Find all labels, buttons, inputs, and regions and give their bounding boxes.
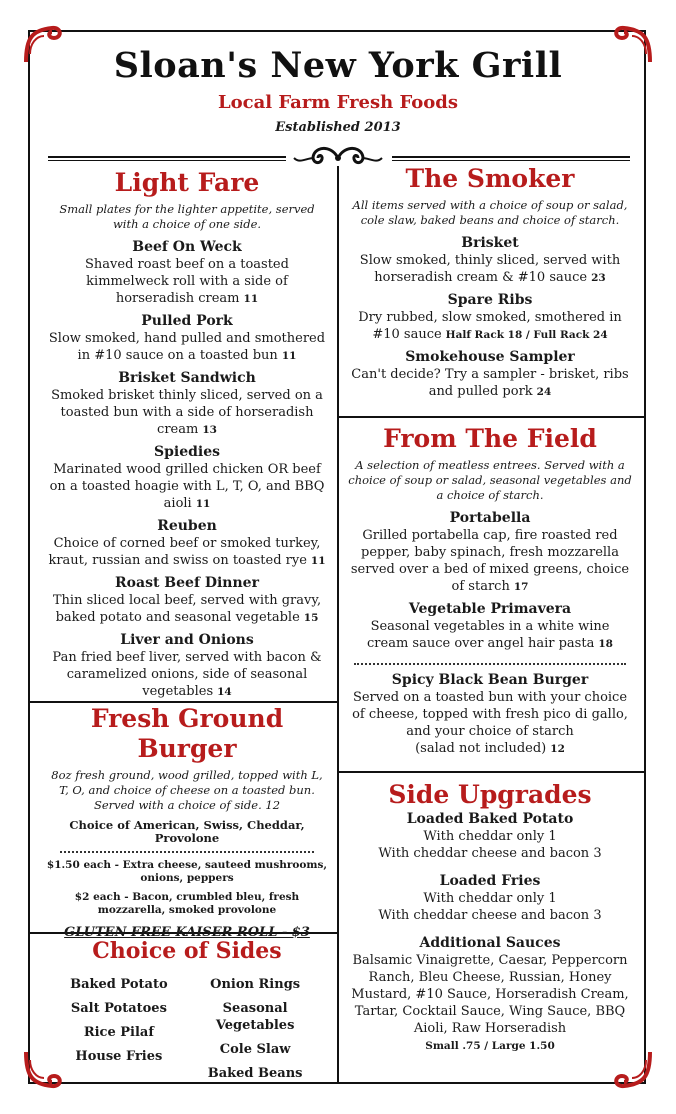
item-name: Reuben — [157, 518, 217, 534]
section-divider — [338, 416, 646, 418]
cheese-choices: Choice of American, Swiss, Cheddar, Provolone — [69, 818, 305, 845]
item-name: Loaded Baked Potato — [406, 811, 574, 827]
item-desc: Seasonal vegetables in a white wine cream sauce over angel hair pasta — [367, 619, 610, 651]
section-title: Fresh Ground — [90, 704, 284, 733]
item-name: Portabella — [449, 510, 531, 526]
section-title: Side Upgrades — [388, 780, 592, 809]
item-price: 11 — [195, 498, 211, 510]
item-desc: Slow smoked, hand pulled and smothered in #10 sauce on a toasted bun — [48, 331, 326, 363]
section-title: Light Fare — [114, 168, 260, 197]
item-price: Half Rack 18 / Full Rack 24 — [445, 329, 608, 341]
item-price: 11 — [310, 555, 326, 567]
restaurant-title: Sloan's New York Grill — [113, 45, 563, 86]
item-desc: Pan fried beef liver, served with bacon & caramelized onions, side of seasonal vegetables — [52, 650, 322, 699]
item-desc: Balsamic Vinaigrette, Caesar, Peppercorn Ranch, Bleu Cheese, Russian, Honey Mustard, #10 Sauce, Horseradish Cream, Tartar, Cocktail Sauce, Wing Sauce, BBQ Aioli, Raw Horseradish — [351, 953, 629, 1036]
side-item: Salt Potatoes — [70, 1001, 167, 1016]
item-desc: Dry rubbed, slow smoked, smothered in #10 sauce — [358, 310, 622, 342]
side-item: Baked Potato — [70, 977, 168, 992]
addon-text: $2 each - Bacon, crumbled bleu, fresh mozzarella, smoked provolone — [74, 891, 300, 916]
smoker-section — [342, 164, 638, 401]
menu-item — [348, 348, 632, 401]
item-desc: Thin sliced local beef, served with gravy, baked potato and seasonal vegetable — [52, 593, 322, 625]
item-desc: Can't decide? Try a sampler - brisket, ribs and pulled pork — [351, 367, 629, 399]
item-desc: Shaved roast beef on a toasted kimmelweck roll with a side of horseradish cream — [85, 257, 289, 306]
item-price: 13 — [202, 424, 217, 436]
item-price: 15 — [303, 612, 319, 624]
item-name: Spicy Black Bean Burger — [391, 672, 589, 688]
menu-item — [46, 574, 328, 627]
burger-section — [40, 704, 334, 940]
menu-item — [46, 238, 328, 308]
field-section — [342, 424, 638, 758]
item-desc: Marinated wood grilled chicken OR beef on a toasted hoagie with L, T, O, and BBQ aioli — [49, 462, 325, 511]
dotted-divider — [60, 851, 314, 853]
established-date: Established 2013 — [275, 120, 401, 135]
item-name: Pulled Pork — [141, 313, 233, 329]
side-item: Cole Slaw — [219, 1042, 291, 1057]
item-desc: Grilled portabella cap, fire roasted red pepper, baby spinach, fresh mozzarella served over a bed of mixed greens, choice of starch — [350, 528, 630, 594]
menu-item — [348, 671, 632, 758]
item-price: Small .75 / Large 1.50 — [425, 1040, 555, 1052]
section-intro: All items served with a choice of soup or salad, cole slaw, baked beans and choice of starch. — [352, 198, 628, 227]
item-name: Additional Sauces — [419, 935, 561, 951]
item-desc: With cheddar only 1 — [423, 891, 557, 906]
item-desc: With cheddar cheese and bacon 3 — [378, 846, 602, 861]
item-name: Spare Ribs — [447, 292, 533, 308]
divider — [48, 160, 286, 161]
item-name: Roast Beef Dinner — [115, 575, 259, 591]
item-desc: Served on a toasted bun with your choice of cheese, topped with fresh pico di gallo, and your choice of starch — [352, 690, 628, 739]
item-name: Liver and Onions — [120, 632, 254, 648]
divider — [48, 156, 286, 158]
menu-item — [46, 369, 328, 439]
item-name: Brisket Sandwich — [118, 370, 256, 386]
item-price: 24 — [536, 386, 552, 398]
item-desc: Choice of corned beef or smoked turkey, kraut, russian and swiss on toasted rye — [48, 536, 321, 568]
dotted-divider — [354, 663, 626, 665]
side-item: Baked Beans — [207, 1066, 303, 1081]
item-note: (salad not included) — [415, 741, 547, 756]
menu-item — [348, 600, 632, 653]
upgrades-section — [342, 780, 638, 1053]
gluten-free-note: GLUTEN FREE KAISER ROLL - $3 — [64, 925, 310, 940]
column-divider — [337, 166, 339, 1084]
section-intro: A selection of meatless entrees. Served with a choice of soup or salad, seasonal vegetables and a choice of starch. — [348, 458, 632, 502]
side-item: House Fries — [75, 1049, 163, 1064]
addon-text: $1.50 each - Extra cheese, sauteed mushrooms, onions, peppers — [46, 859, 328, 884]
menu-item — [348, 509, 632, 596]
item-price: 11 — [243, 293, 259, 305]
sides-section — [40, 936, 334, 1089]
menu-item — [46, 312, 328, 365]
section-title: Choice of Sides — [92, 938, 282, 964]
item-name: Spiedies — [153, 444, 221, 460]
section-divider — [30, 701, 338, 703]
sides-column — [192, 976, 318, 1089]
scroll-ornament-icon — [612, 1048, 654, 1090]
menu-item — [46, 517, 328, 570]
item-name: Brisket — [461, 235, 519, 251]
section-title: From The Field — [383, 424, 597, 453]
divider — [392, 156, 630, 158]
item-desc: With cheddar cheese and bacon 3 — [378, 908, 602, 923]
light-fare-section — [40, 168, 334, 701]
item-price: 11 — [281, 350, 297, 362]
item-price: 12 — [550, 743, 565, 755]
side-item: Seasonal Vegetables — [215, 1001, 295, 1033]
section-title: The Smoker — [405, 164, 575, 193]
side-item: Onion Rings — [210, 977, 301, 992]
item-name: Vegetable Primavera — [408, 601, 572, 617]
menu-item — [46, 631, 328, 701]
side-item: Rice Pilaf — [83, 1025, 154, 1040]
item-desc: With cheddar only 1 — [423, 829, 557, 844]
item-name: Beef On Weck — [132, 239, 242, 255]
item-name: Smokehouse Sampler — [405, 349, 575, 365]
section-intro: 8oz fresh ground, wood grilled, topped with L, T, O, and choice of cheese on a toasted bun. Served with a choice of side. 12 — [51, 768, 323, 812]
menu-item — [348, 234, 632, 287]
item-desc: Slow smoked, thinly sliced, served with horseradish cream & #10 sauce — [359, 253, 621, 285]
menu-item — [46, 443, 328, 513]
sides-column — [56, 976, 182, 1089]
section-intro: Small plates for the lighter appetite, served with a choice of one side. — [59, 202, 315, 231]
item-name: Loaded Fries — [439, 873, 541, 889]
item-desc: Smoked brisket thinly sliced, served on a toasted bun with a side of horseradish cream — [51, 388, 323, 437]
item-price: 14 — [217, 686, 232, 698]
section-title: Burger — [137, 734, 237, 763]
divider — [392, 160, 630, 161]
tagline: Local Farm Fresh Foods — [217, 92, 459, 113]
item-price: 23 — [591, 272, 606, 284]
section-divider — [338, 771, 646, 773]
menu-item — [348, 291, 632, 344]
item-price: 17 — [513, 581, 529, 593]
item-price: 18 — [598, 638, 613, 650]
